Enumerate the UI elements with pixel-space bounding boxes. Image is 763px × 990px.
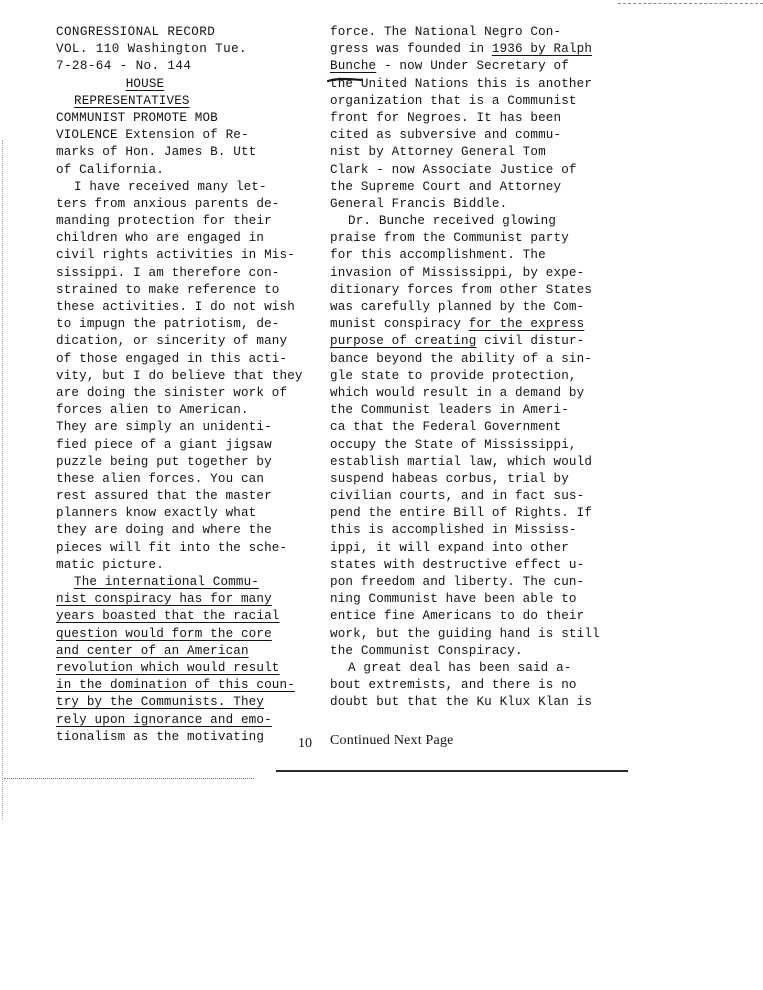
text-line: planners know exactly what (56, 506, 257, 521)
text-line: establish martial law, which would (330, 454, 593, 469)
text-line: I have received many let- (74, 179, 267, 194)
text-line: which would result in a demand by (330, 385, 585, 400)
text-line: the United Nations this is another (330, 76, 593, 91)
text-line: sissippi. I am therefore con- (56, 265, 280, 280)
text-part: civil distur- (476, 334, 585, 349)
underlined-line (330, 316, 600, 333)
text-line: of those engaged in this acti- (56, 351, 288, 366)
text-line: dication, or sincerity of many (56, 334, 288, 349)
text-line: for this accomplishment. The (330, 248, 546, 263)
text-line: A great deal has been said a- (348, 660, 572, 675)
text-line: civilian courts, and in fact sus- (330, 489, 585, 504)
continued-note: Continued Next Page (330, 733, 454, 748)
underlined-text: 1936 by Ralph (491, 42, 593, 57)
text-line: the Supreme Court and Attorney (330, 179, 562, 194)
text-line: cited as subversive and commu- (330, 128, 562, 143)
text-line: Dr. Bunche received glowing (348, 214, 557, 229)
underlined-text: and center of an American (56, 643, 249, 658)
left-column (56, 24, 303, 746)
text-line: tionalism as the motivating (56, 729, 265, 744)
underlined-text: revolution which would result (56, 660, 280, 675)
text-line: ditionary forces from other States (330, 282, 593, 297)
text-line: invasion of Mississippi, by expe- (330, 265, 585, 280)
text-line: they are doing and where the (56, 523, 272, 538)
underlined-line (56, 626, 288, 643)
text-line: ippi, it will expand into other (330, 540, 569, 555)
text-line: this is accomplished in Mississ- (330, 523, 577, 538)
text-line: are doing the sinister work of (56, 385, 288, 400)
text-line: bance beyond the ability of a sin- (330, 351, 593, 366)
text-line: organization that is a Communist (330, 93, 577, 108)
underlined-text: for the express (468, 317, 585, 332)
underlined-text: purpose of creating (330, 334, 477, 349)
text-line: was carefully planned by the Com- (330, 300, 585, 314)
text-line: civil rights activities in Mis- (56, 248, 295, 263)
underlined-line (330, 58, 600, 75)
underlined-text: The international Commu- (74, 575, 259, 589)
right-column (330, 24, 600, 712)
underlined-line (56, 694, 288, 711)
handwritten-underline-mark (326, 76, 366, 90)
publication-name: CONGRESSIONAL RECORD (56, 25, 216, 39)
text-part: - now Under Secretary of (376, 59, 569, 74)
text-line: these alien forces. You can (56, 471, 265, 486)
text-line: states with destructive effect u- (330, 557, 585, 572)
underlined-text: question would form the core (56, 626, 272, 641)
underlined-line (56, 677, 295, 694)
text-line: forces alien to American. (56, 403, 249, 418)
underlined-text: in the domination of this coun- (56, 678, 295, 693)
text-line: entice fine Americans to do their (330, 609, 585, 624)
underlined-line (56, 643, 288, 660)
issue-line: 7-28-64 - No. 144 (56, 59, 192, 74)
text-line: pon freedom and liberty. The cun- (330, 575, 585, 589)
text-part: gress was founded in (330, 42, 492, 57)
underlined-text: Bunche (330, 59, 377, 74)
text-line: vity, but I do believe that they (56, 368, 303, 383)
text-line: gle state to provide protection, (330, 368, 577, 383)
text-line: nist by Attorney General Tom (330, 145, 546, 160)
underlined-line (330, 41, 600, 58)
text-line: VIOLENCE Extension of Re- (56, 128, 249, 143)
underlined-line (56, 660, 288, 677)
text-line: work, but the guiding hand is still (330, 626, 600, 641)
chamber-heading-text: HOUSE (125, 76, 165, 91)
text-line: praise from the Communist party (330, 231, 569, 246)
text-line: these activities. I do not wish (56, 300, 295, 314)
underlined-line (56, 608, 288, 625)
bottom-rule (276, 770, 628, 772)
underlined-text: rely upon ignorance and emo- (56, 712, 272, 727)
text-line: force. The National Negro Con- (330, 25, 562, 39)
text-line: ters from anxious parents de- (56, 196, 280, 211)
underlined-text: years boasted that the racial (56, 609, 280, 624)
text-line: pieces will fit into the sche- (56, 540, 288, 555)
scan-artifact-top (618, 3, 763, 5)
article-title: COMMUNIST PROMOTE MOB (56, 110, 218, 125)
text-line: pend the entire Bill of Rights. If (330, 506, 593, 521)
text-part: munist conspiracy (330, 317, 469, 332)
text-line: the Communist Conspiracy. (330, 643, 523, 658)
text-line: puzzle being put together by (56, 454, 272, 469)
text-line: ca that the Federal Government (330, 420, 562, 435)
underlined-text: nist conspiracy has for many (56, 592, 272, 607)
underlined-line (56, 591, 288, 608)
text-line: General Francis Biddle. (330, 196, 508, 211)
text-line: marks of Hon. James B. Utt (56, 145, 257, 160)
bottom-scan-artifact (4, 778, 254, 780)
text-line: doubt but that the Ku Klux Klan is (330, 695, 593, 710)
text-line: rest assured that the master (56, 489, 272, 504)
chamber-heading (56, 76, 288, 93)
text-line: Clark - now Associate Justice of (330, 162, 577, 177)
text-line: suspend habeas corbus, trial by (330, 471, 569, 486)
chamber-heading-2-text: REPRESENTATIVES (74, 93, 190, 108)
volume-line: VOL. 110 Washington Tue. (56, 42, 247, 57)
text-line: the Communist leaders in Ameri- (330, 403, 569, 418)
underlined-text: try by the Communists. They (56, 695, 265, 710)
text-line: occupy the State of Mississippi, (330, 437, 577, 452)
underlined-line (330, 333, 600, 350)
text-line: matic picture. (56, 557, 164, 572)
text-line: to impugn the patriotism, de- (56, 317, 280, 332)
text-line: They are simply an unidenti- (56, 420, 272, 435)
text-line: of California. (56, 162, 164, 177)
text-line: children who are engaged in (56, 231, 265, 246)
underlined-line (56, 712, 288, 729)
text-line: fied piece of a giant jigsaw (56, 437, 272, 452)
text-line: bout extremists, and there is no (330, 678, 577, 693)
underlined-line (56, 574, 288, 591)
text-line: ning Communist have been able to (330, 592, 577, 607)
page-number: 10 (298, 736, 312, 751)
chamber-heading-2 (56, 93, 288, 110)
text-line: front for Negroes. It has been (330, 110, 562, 125)
text-line: strained to make reference to (56, 282, 280, 297)
text-line: manding protection for their (56, 214, 272, 229)
scan-artifact-margin (2, 140, 4, 820)
